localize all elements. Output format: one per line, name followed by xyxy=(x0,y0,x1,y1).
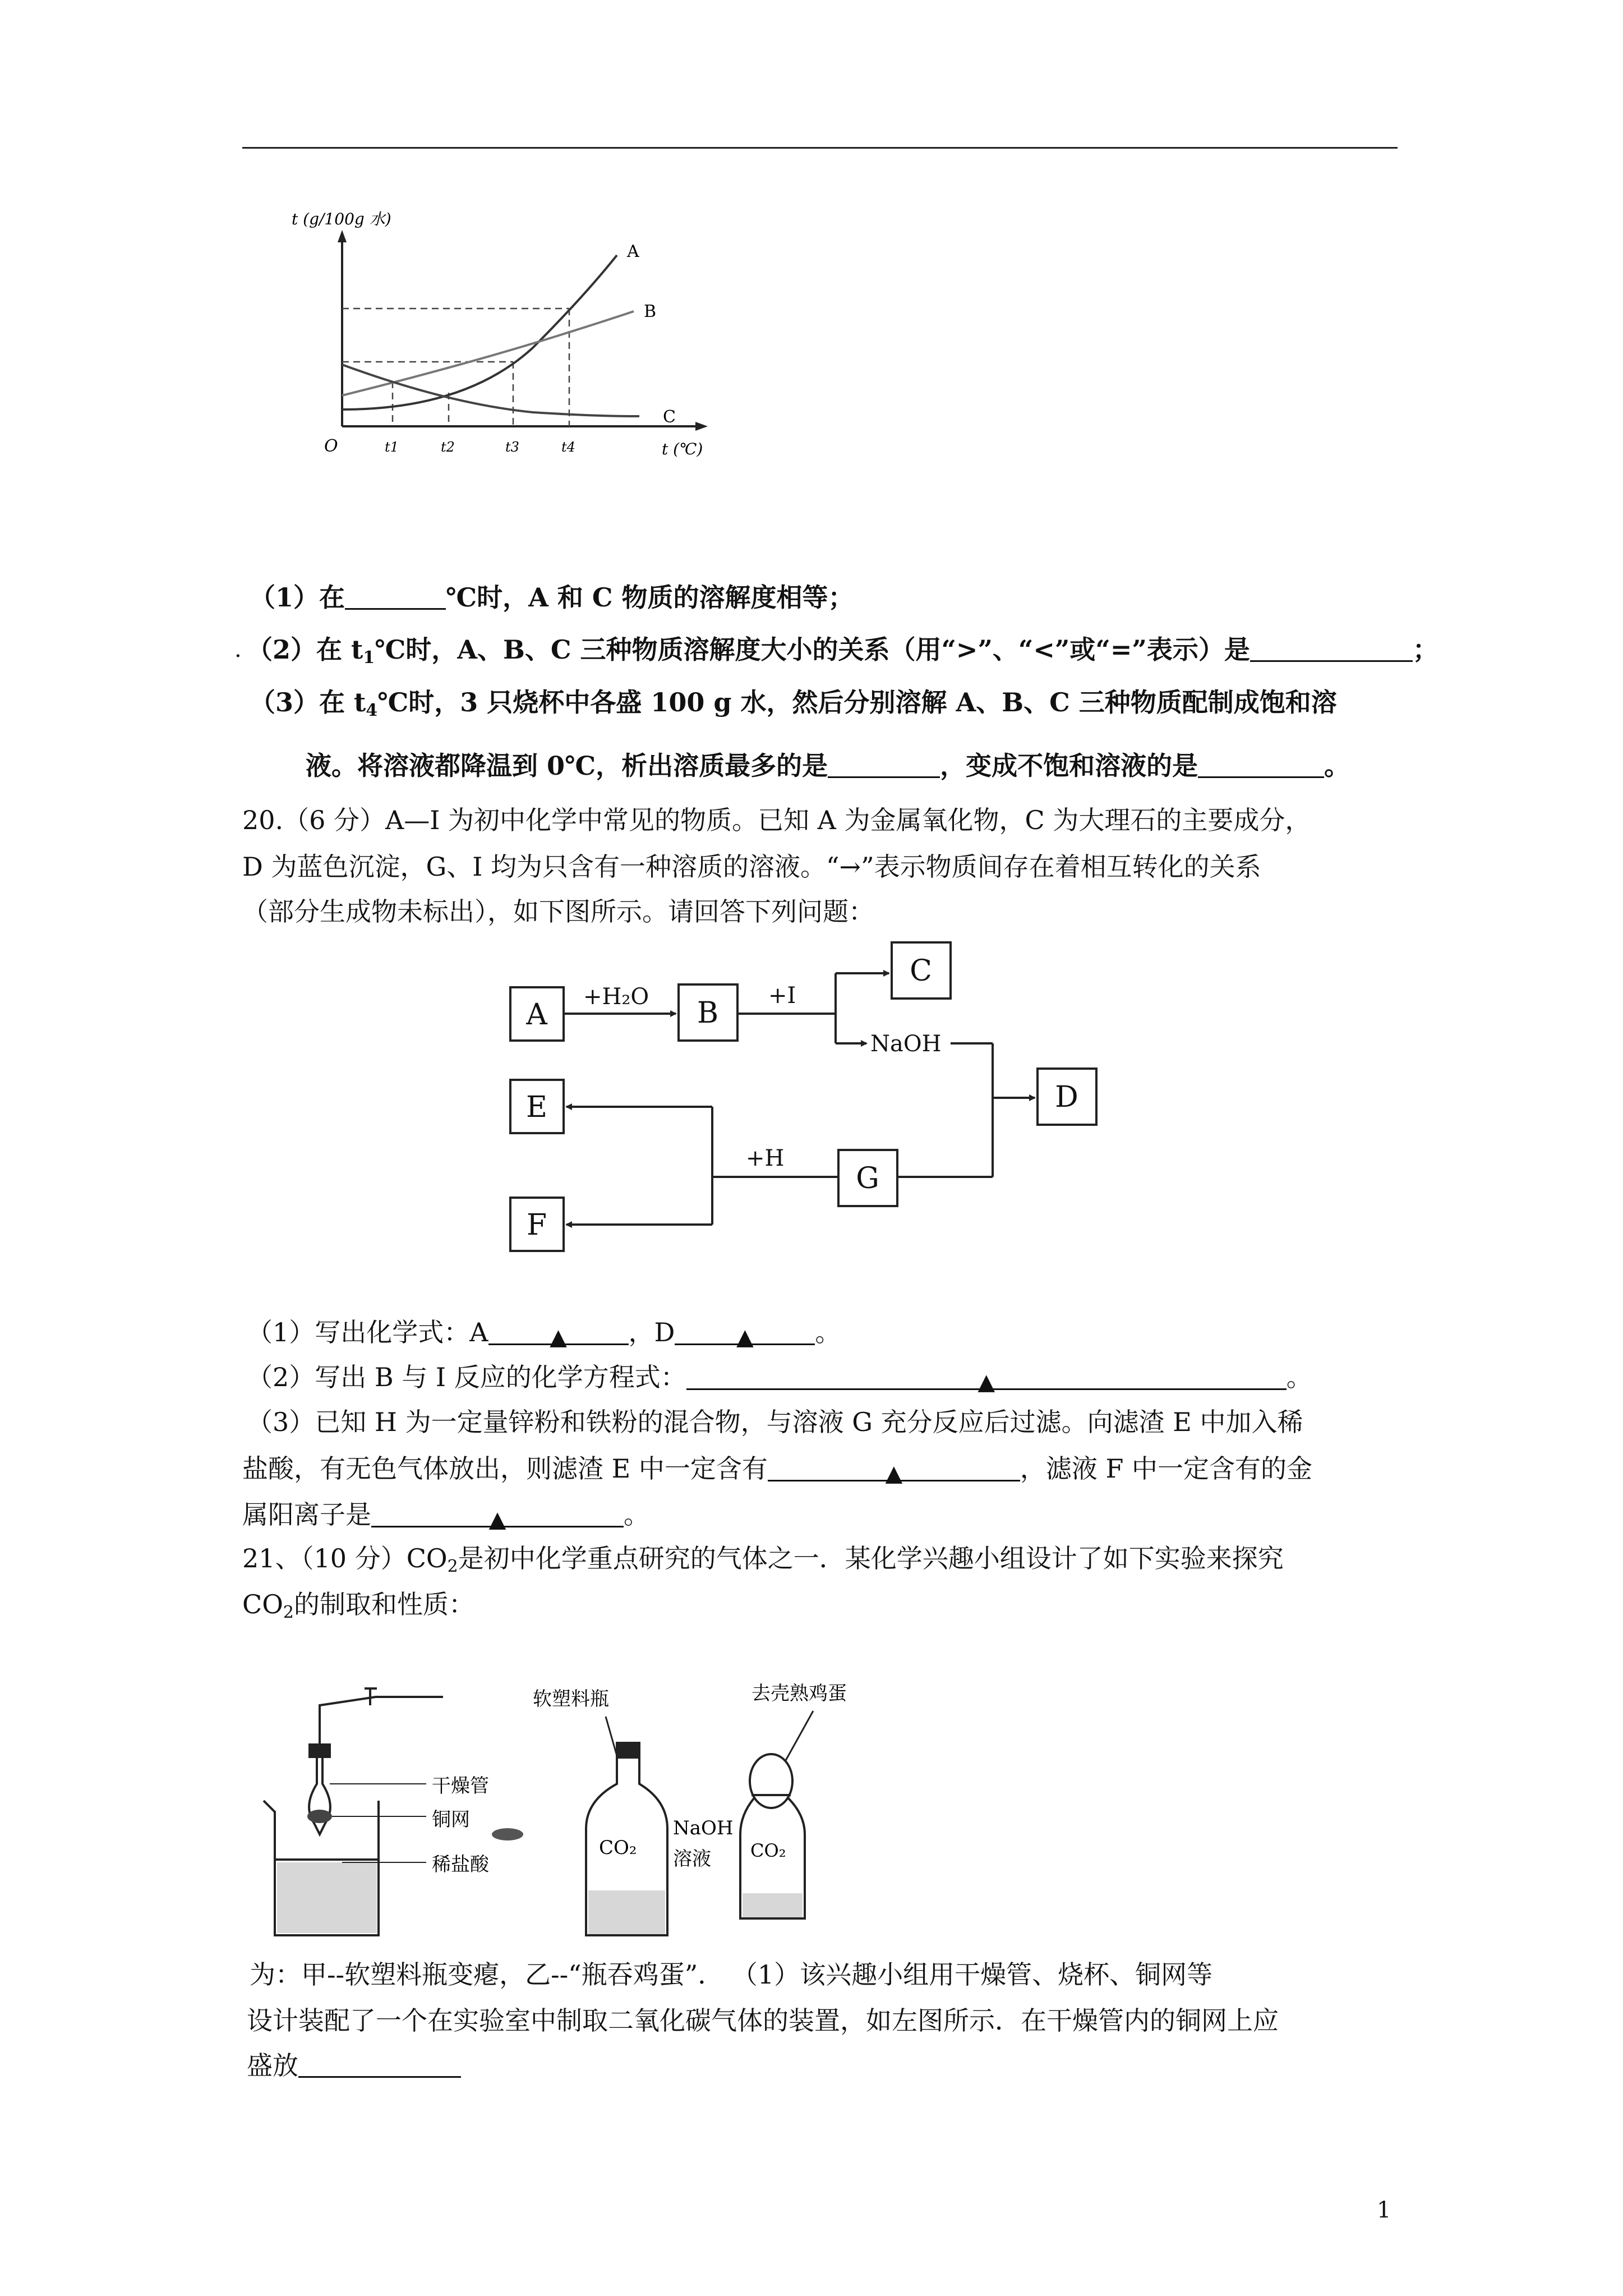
triangle-icon: ▲ xyxy=(488,1507,506,1533)
origin-label: O xyxy=(324,436,338,456)
q20-answer3-line2: 盐酸，有无色气体放出，则滤渣 E 中一定含有 ▲ ，滤液 F 中一定含有的金 xyxy=(242,1453,1312,1487)
curve-b xyxy=(342,311,634,395)
label-co2-bottle-a: CO₂ xyxy=(599,1837,637,1859)
co2-apparatus-illustration xyxy=(258,1672,931,1952)
series-label-b: B xyxy=(644,302,657,321)
triangle-icon: ▲ xyxy=(978,1369,995,1395)
y-axis-label: t (g/100g 水) xyxy=(292,210,391,228)
series-label-a: A xyxy=(627,242,639,261)
q21-text-line1: 为：甲--软塑料瓶变瘪，乙--“瓶吞鸡蛋”． （1）该兴趣小组用干燥管、烧杯、铜网等 xyxy=(250,1959,1213,1990)
x-axis-label: t (℃) xyxy=(662,440,703,458)
q20-intro-line2: D 为蓝色沉淀，G、I 均为只含有一种溶质的溶液。“→”表示物质间存在着相互转化的关系 xyxy=(242,852,1261,882)
label-egg: 去壳熟鸡蛋 xyxy=(751,1682,847,1705)
node-f-label: F xyxy=(526,1208,547,1242)
q21-intro-line2: $CO_2$的制取和性质： xyxy=(242,1589,475,1622)
blank-q20-a[interactable] xyxy=(488,1319,629,1350)
q19-part1: （1）在 ℃时，A 和 C 物质的溶解度相等； xyxy=(250,582,854,613)
label-naoh: NaOH xyxy=(673,1817,734,1839)
label-soft-bottle: 软塑料瓶 xyxy=(533,1688,609,1710)
q20-answer1: （1）写出化学式：A ▲ ，D ▲ 。 xyxy=(247,1317,841,1350)
x-tick-t1: t1 xyxy=(385,439,399,455)
q19-part3-line2: 液。将溶液都降温到 0℃，析出溶质最多的是 ，变成不饱和溶液的是 。 xyxy=(306,751,1350,781)
copper-mesh xyxy=(307,1810,332,1823)
series-label-c: C xyxy=(663,407,676,427)
q20-intro-line3: （部分生成物未标出），如下图所示。请回答下列问题： xyxy=(242,896,874,927)
blank-q19-3b[interactable] xyxy=(1198,752,1324,778)
stray-dot: . xyxy=(234,637,242,662)
blank-q20-residue[interactable] xyxy=(768,1455,1020,1487)
q20-answer3-line3: 属阳离子是 ▲ 。 xyxy=(242,1499,649,1533)
q20-answer3-line1: （3）已知 H 为一定量锌粉和铁粉的混合物，与溶液 G 充分反应后过滤。向滤渣 E 中加入稀 xyxy=(247,1407,1303,1437)
triangle-icon: ▲ xyxy=(736,1324,754,1350)
q21-text-line2: 设计装配了一个在实验室中制取二氧化碳气体的装置，如左图所示．在干燥管内的铜网上应 xyxy=(247,2005,1279,2036)
q21-text-line3: 盛放 xyxy=(247,2049,461,2082)
blank-q19-3a[interactable] xyxy=(828,752,940,778)
label-plus-h2o: +H₂O xyxy=(583,984,649,1010)
label-solution: 溶液 xyxy=(673,1848,711,1870)
solubility-graph xyxy=(280,202,729,482)
blank-q19-1[interactable] xyxy=(345,583,446,610)
node-b-label: B xyxy=(697,996,719,1030)
label-co2-bottle-b: CO₂ xyxy=(750,1840,786,1861)
node-a-label: A xyxy=(526,998,547,1032)
node-d-label: D xyxy=(1055,1080,1078,1114)
glass-tube xyxy=(320,1697,443,1745)
reaction-flow-diagram xyxy=(494,931,1138,1262)
header-rule xyxy=(242,147,1398,149)
blank-q19-2[interactable] xyxy=(1250,636,1413,662)
blank-q20-d[interactable] xyxy=(675,1319,815,1350)
blank-q21-1[interactable] xyxy=(298,2051,461,2078)
label-naoh: NaOH xyxy=(870,1031,942,1057)
triangle-icon: ▲ xyxy=(550,1324,567,1350)
curve-a xyxy=(342,255,617,409)
label-dilute-hcl: 稀盐酸 xyxy=(432,1853,489,1876)
q19-part3-line1: （3）在 $t_4℃$时，3 只烧杯中各盛 100 g 水，然后分别溶解 A、B、C 三种物质配制成饱和溶 xyxy=(250,687,1337,720)
x-axis-arrow xyxy=(695,422,708,431)
label-plus-i: +I xyxy=(768,983,796,1009)
x-tick-t3: t3 xyxy=(505,439,519,455)
label-copper-mesh: 铜网 xyxy=(432,1809,470,1831)
node-e-label: E xyxy=(526,1091,547,1124)
x-tick-t4: t4 xyxy=(561,439,575,455)
peeled-egg xyxy=(750,1754,792,1808)
page-number: 1 xyxy=(1377,2197,1391,2223)
node-g-label: G xyxy=(856,1162,879,1195)
q19-part2: （2）在 $t_1℃$时，A、B、C 三种物质溶解度大小的关系（用“>”、“<”或“=”表示）是 ； xyxy=(247,634,1438,668)
q20-intro-line1: 20.（6 分）A—I 为初中化学中常见的物质。已知 A 为金属氧化物，C 为大理石的主要成分， xyxy=(242,805,1311,835)
label-drying-tube: 干燥管 xyxy=(432,1775,489,1797)
y-axis-arrow xyxy=(338,230,347,242)
copper-mesh-sample xyxy=(492,1828,523,1841)
triangle-icon: ▲ xyxy=(885,1461,903,1487)
x-tick-t2: t2 xyxy=(441,439,455,455)
label-plus-h: +H xyxy=(746,1145,785,1171)
q21-intro-line1: 21、（10 分）$CO_2$是初中化学重点研究的气体之一．某化学兴趣小组设计了如下实验来探究 xyxy=(242,1543,1284,1576)
curve-c xyxy=(342,365,639,416)
node-c-label: C xyxy=(910,954,932,988)
q20-answer2: （2）写出 B 与 I 反应的化学方程式： ▲ 。 xyxy=(247,1362,1312,1395)
